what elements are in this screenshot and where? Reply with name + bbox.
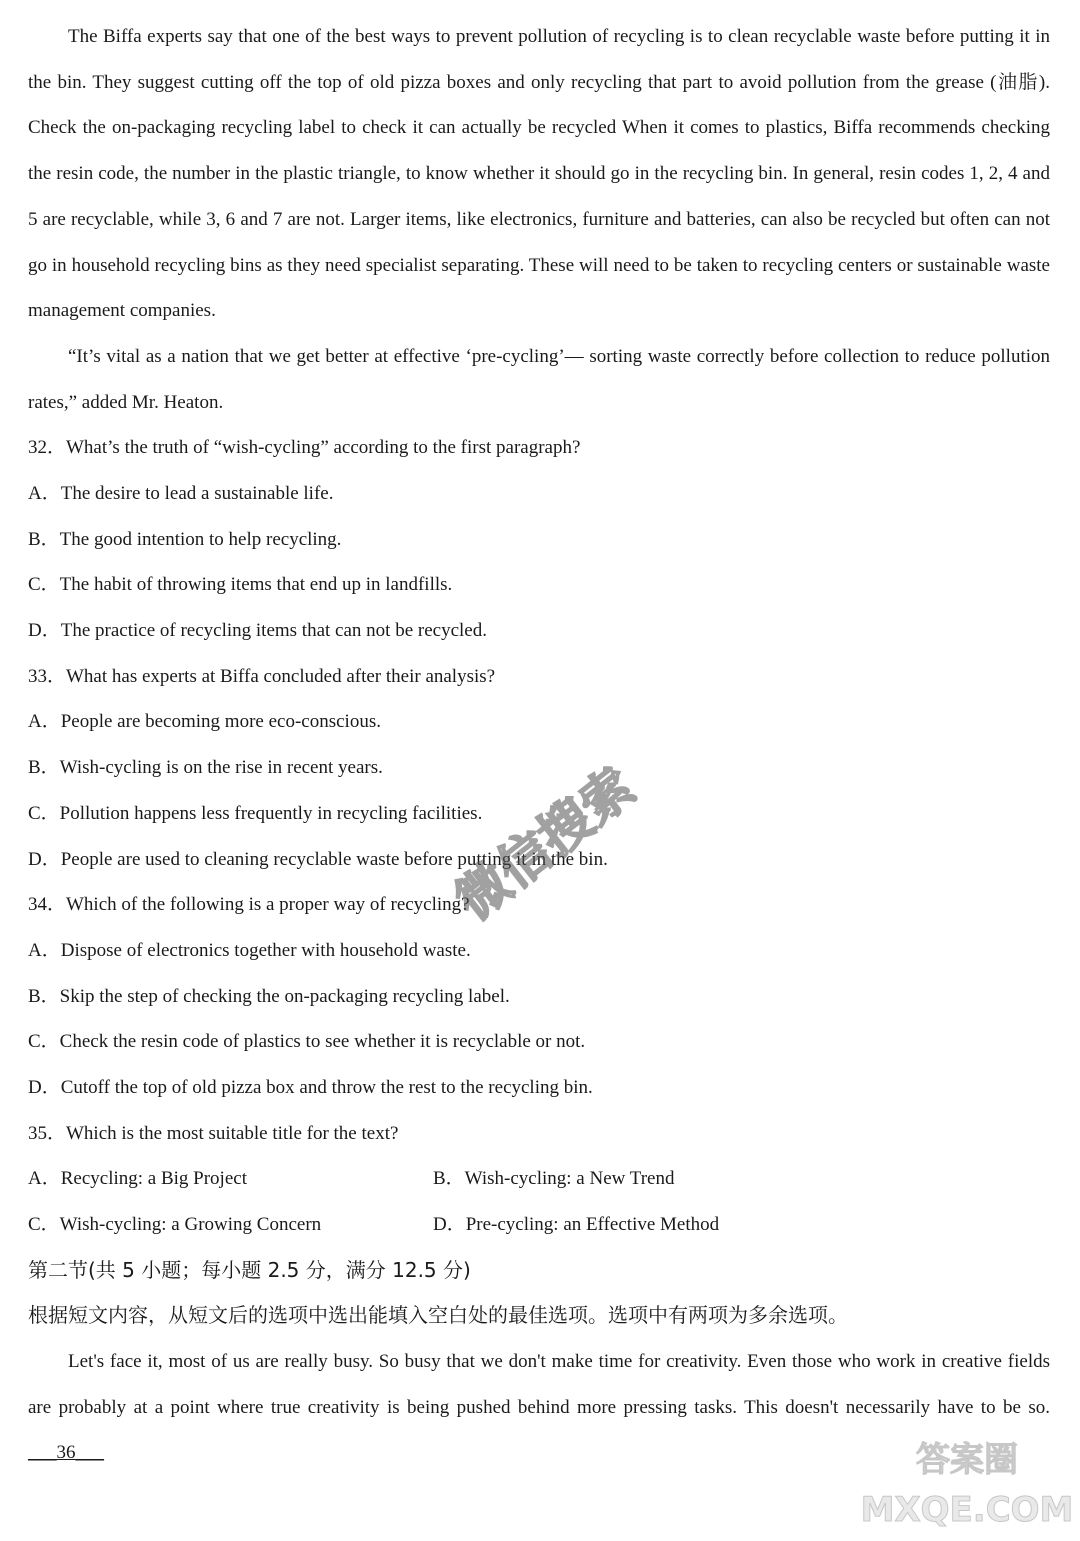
section-heading: 第二节(共 5 小题；每小题 2.5 分，满分 12.5 分)	[28, 1257, 471, 1282]
option-d: D．Pre-cycling: an Effective Method	[433, 1214, 720, 1236]
option-a: A．Recycling: a Big Project	[28, 1168, 247, 1190]
option-row	[28, 1202, 1050, 1248]
watermark-site-text: MXQE.COM	[860, 1490, 1074, 1530]
option-row	[28, 1156, 1050, 1202]
option-b: B．Wish-cycling is on the rise in recent years.	[28, 757, 383, 779]
option-b: B．The good intention to help recycling.	[28, 528, 342, 550]
watermark-logo	[860, 1425, 1074, 1535]
option-a: A．Dispose of electronics together with household waste.	[28, 939, 471, 961]
question-stem: 32．What’s the truth of “wish-cycling” according to the first paragraph?	[28, 437, 581, 459]
passage-paragraph-2: “It’s vital as a nation that we get better at effective ‘pre-cycling’— sorting waste correctly before collection to reduce pollution rates,” added Mr. Heaton.	[28, 345, 1050, 413]
watermark-logo-text: 答案圈	[916, 1440, 1018, 1480]
option-c: C．The habit of throwing items that end up in landfills.	[28, 574, 453, 596]
option-b: B．Wish-cycling: a New Trend	[433, 1168, 675, 1190]
question-stem: 35．Which is the most suitable title for the text?	[28, 1122, 399, 1144]
section-instruction: 根据短文内容，从短文后的选项中选出能填入空白处的最佳选项。选项中有两项为多余选项。	[28, 1303, 848, 1328]
section2-text: Let's face it, most of us are really busy. So busy that we don't make time for creativity. Even those who work in creative fields are probably at a point where true creativity is being pushed behind more pressing tasks. This doesn't necessarily have to be so.	[28, 1351, 1050, 1418]
option-c: C．Pollution happens less frequently in recycling facilities.	[28, 802, 483, 824]
question-stem: 34．Which of the following is a proper way of recycling?	[28, 894, 470, 916]
option-c: C．Wish-cycling: a Growing Concern	[28, 1214, 322, 1236]
option-c: C．Check the resin code of plastics to see whether it is recyclable or not.	[28, 1031, 586, 1053]
option-d: D．Cutoff the top of old pizza box and throw the rest to the recycling bin.	[28, 1076, 593, 1098]
passage-paragraph-1: The Biffa experts say that one of the best ways to prevent pollution of recycling is to clean recyclable waste before putting it in the bin. They suggest cutting off the top of old pizza boxes and only recycling that part to avoid pollution from the grease (油脂). Check the on-packaging recycling label to check it can actually be recycled When it comes to plastics, Biffa recommends checking the resin code, the number in the plastic triangle, to know whether it should go in the recycling bin. In general, resin codes 1, 2, 4 and 5 are recyclable, while 3, 6 and 7 are not. Larger items, like electronics, furniture and batteries, can also be recycled but often can not go in household recycling bins as they need specialist separating. These will need to be taken to recycling centers or sustainable waste management companies.	[28, 26, 1050, 322]
option-b: B．Skip the step of checking the on-packaging recycling label.	[28, 985, 510, 1007]
question-35	[28, 1111, 1050, 1248]
option-a: A．The desire to lead a sustainable life.	[28, 483, 334, 505]
question-stem: 33．What has experts at Biffa concluded after their analysis?	[28, 665, 496, 687]
question-32	[28, 425, 1050, 653]
watermark-stamp-text: 微信搜索	[445, 756, 647, 933]
watermark-stamp	[400, 700, 700, 1000]
answer-blank-36: ___36___	[28, 1442, 104, 1464]
option-d: D．The practice of recycling items that can not be recycled.	[28, 620, 487, 642]
option-a: A．People are becoming more eco-conscious.	[28, 711, 381, 733]
option-d: D．People are used to cleaning recyclable waste before putting it in the bin.	[28, 848, 608, 870]
